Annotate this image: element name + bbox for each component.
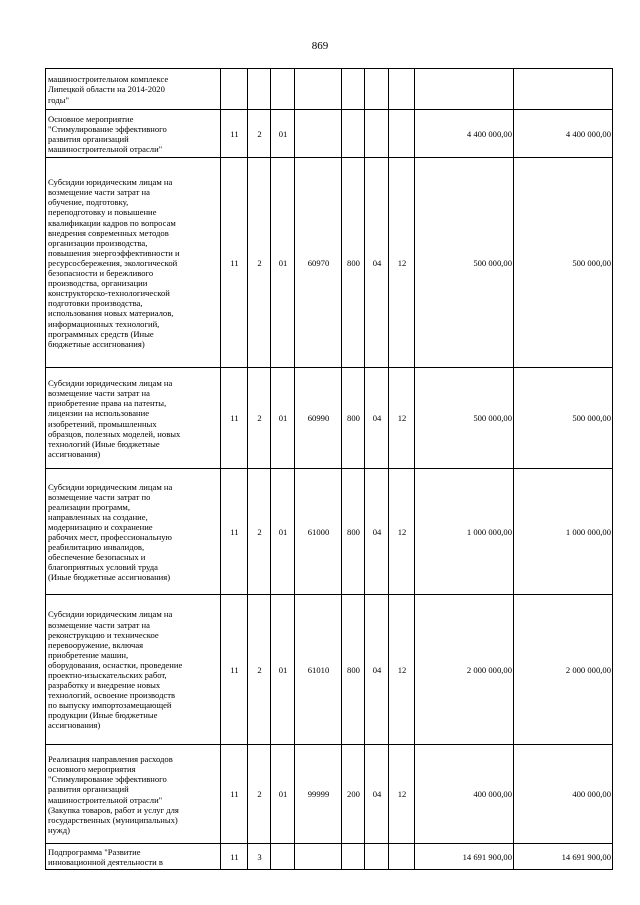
table-row	[46, 110, 613, 158]
cell-c6	[365, 69, 389, 110]
cell-c1: 11	[221, 469, 248, 595]
table-row	[46, 158, 613, 368]
description-line: Субсидии юридическим лицам на	[48, 481, 173, 492]
description-line: технологий, освоение производств	[48, 690, 176, 701]
cell-amount2: 14 691 900,00	[514, 844, 613, 870]
description-line: по выпуску импортозамещающей	[48, 700, 172, 711]
description-line: развития организаций	[48, 784, 129, 795]
description-line: повышения энергоэффективности и	[48, 247, 180, 258]
cell-c5	[342, 844, 365, 870]
cell-amount1: 4 400 000,00	[415, 110, 514, 158]
cell-c2: 3	[248, 844, 271, 870]
description-line: (Закупка товаров, работ и услуг для	[48, 804, 179, 815]
description-line: производства, организации	[48, 278, 148, 289]
cell-c2: 2	[248, 595, 271, 745]
cell-c3: 01	[271, 595, 295, 745]
description-line: приобретение права на патенты,	[48, 398, 167, 409]
description-line: реконструкцию и техническое	[48, 629, 159, 640]
description-line: подготовки производства,	[48, 298, 143, 309]
cell-c4: 60970	[295, 158, 342, 368]
description-line: бюджетные ассигнования)	[48, 338, 145, 349]
cell-c2: 2	[248, 110, 271, 158]
description-line: возмещение части затрат на	[48, 619, 150, 630]
description-line: лицензии на использование	[48, 408, 150, 419]
description-line: ассигнования)	[48, 720, 101, 731]
budget-table	[45, 68, 613, 870]
cell-c7	[389, 110, 415, 158]
table-row	[46, 469, 613, 595]
description-line: технологий (Иные бюджетные	[48, 438, 160, 449]
description-line: организации производства,	[48, 237, 148, 248]
description-line: безопасности и бережливого	[48, 268, 154, 279]
cell-amount2: 1 000 000,00	[514, 469, 613, 595]
description-line: "Стимулирование эффективного	[48, 774, 167, 785]
row-description	[46, 745, 221, 844]
cell-c4: 60990	[295, 368, 342, 469]
description-line: машиностроительной отрасли"	[48, 144, 163, 155]
description-line: развития организаций	[48, 134, 129, 144]
row-description	[46, 368, 221, 469]
cell-c3: 01	[271, 158, 295, 368]
description-line: использования новых материалов,	[48, 308, 174, 319]
description-line: машиностроительной отрасли"	[48, 794, 163, 805]
row-description	[46, 469, 221, 595]
description-line: обучение, подготовку,	[48, 197, 129, 208]
cell-c6: 04	[365, 158, 389, 368]
cell-c7: 12	[389, 745, 415, 844]
cell-amount1: 500 000,00	[415, 368, 514, 469]
cell-c7	[389, 844, 415, 870]
description-line: ассигнования)	[48, 448, 101, 459]
cell-c3: 01	[271, 368, 295, 469]
cell-c4: 61010	[295, 595, 342, 745]
description-line: оборудования, оснастки, проведение	[48, 659, 183, 670]
description-line: "Стимулирование эффективного	[48, 123, 167, 134]
cell-c1: 11	[221, 844, 248, 870]
description-line: рабочих мест, профессиональную	[48, 532, 172, 542]
cell-c1	[221, 69, 248, 110]
row-description	[46, 844, 221, 870]
description-line: переподготовку и повышение	[48, 207, 157, 218]
description-line: продукции (Иные бюджетные	[48, 710, 158, 721]
cell-c5: 800	[342, 595, 365, 745]
cell-c4: 61000	[295, 469, 342, 595]
cell-c6: 04	[365, 745, 389, 844]
cell-c3: 01	[271, 110, 295, 158]
table-row	[46, 844, 613, 870]
description-line: государственных (муниципальных)	[48, 814, 178, 825]
description-line: конструкторско-технологической	[48, 288, 170, 299]
cell-c3	[271, 844, 295, 870]
description-line: ресурсосбережения, экологической	[48, 257, 178, 268]
cell-c5: 800	[342, 469, 365, 595]
cell-amount2	[514, 69, 613, 110]
description-line: Подпрограмма "Развитие	[48, 846, 141, 857]
cell-c2: 2	[248, 745, 271, 844]
description-line: разработку и внедрение новых	[48, 680, 161, 691]
cell-amount2: 500 000,00	[514, 368, 613, 469]
description-line: годы"	[48, 94, 70, 105]
description-line: направленных на создание,	[48, 511, 148, 522]
description-line: внедрения современных методов	[48, 227, 169, 238]
cell-c2: 2	[248, 158, 271, 368]
description-line: Субсидии юридическим лицам на	[48, 378, 173, 389]
cell-c2	[248, 69, 271, 110]
cell-c2: 2	[248, 368, 271, 469]
cell-c6: 04	[365, 595, 389, 745]
cell-c1: 11	[221, 595, 248, 745]
cell-amount2: 2 000 000,00	[514, 595, 613, 745]
cell-amount2: 4 400 000,00	[514, 110, 613, 158]
description-line: Реализация направления расходов	[48, 754, 173, 765]
description-line: реализации программ,	[48, 501, 131, 512]
description-line: квалификации кадров по вопросам	[48, 217, 176, 228]
description-line: модернизацию и сохранение	[48, 521, 153, 532]
description-line: (Иные бюджетные ассигнования)	[48, 572, 171, 583]
cell-c6	[365, 844, 389, 870]
description-line: Субсидии юридическим лицам на	[48, 609, 173, 620]
description-line: благоприятных условий труда	[48, 562, 158, 573]
cell-c1: 11	[221, 110, 248, 158]
cell-amount1: 1 000 000,00	[415, 469, 514, 595]
description-line: проектно-изыскательских работ,	[48, 670, 167, 680]
cell-c4	[295, 69, 342, 110]
cell-c5	[342, 69, 365, 110]
cell-c3: 01	[271, 469, 295, 595]
cell-c1: 11	[221, 158, 248, 368]
table-row	[46, 595, 613, 745]
row-description	[46, 110, 221, 158]
description-line: возмещение части затрат по	[48, 491, 151, 502]
cell-c1: 11	[221, 745, 248, 844]
description-line: обеспечение безопасных и	[48, 552, 146, 563]
description-line: Основное мероприятие	[48, 113, 134, 124]
table-row	[46, 745, 613, 844]
description-line: изобретений, промышленных	[48, 418, 157, 429]
description-line: Липецкой области на 2014-2020	[48, 84, 165, 95]
cell-c7: 12	[389, 595, 415, 745]
row-description	[46, 595, 221, 745]
cell-amount1: 14 691 900,00	[415, 844, 514, 870]
cell-c4	[295, 844, 342, 870]
cell-c2: 2	[248, 469, 271, 595]
cell-amount1	[415, 69, 514, 110]
description-line: реабилитацию инвалидов,	[48, 542, 145, 553]
cell-amount1: 500 000,00	[415, 158, 514, 368]
cell-c4: 99999	[295, 745, 342, 844]
row-description	[46, 69, 221, 110]
description-line: основного мероприятия	[48, 764, 136, 775]
description-line: образцов, полезных моделей, новых	[48, 428, 181, 439]
cell-amount1: 400 000,00	[415, 745, 514, 844]
description-line: информационных технологий,	[48, 318, 160, 329]
description-line: инновационной деятельности в	[48, 857, 163, 867]
description-line: машиностроительном комплексе	[48, 74, 169, 85]
cell-c5	[342, 110, 365, 158]
cell-c5: 200	[342, 745, 365, 844]
cell-c6	[365, 110, 389, 158]
cell-c1: 11	[221, 368, 248, 469]
description-line: возмещение части затрат на	[48, 388, 150, 399]
description-line: перевооружение, включая	[48, 639, 144, 650]
cell-c3: 01	[271, 745, 295, 844]
cell-c4	[295, 110, 342, 158]
table-row	[46, 368, 613, 469]
cell-c7: 12	[389, 368, 415, 469]
page-number: 869	[311, 40, 329, 52]
description-line: Субсидии юридическим лицам на	[48, 177, 173, 188]
cell-c5: 800	[342, 368, 365, 469]
description-line: возмещение части затрат на	[48, 187, 150, 198]
description-line: нужд)	[48, 824, 70, 835]
description-line: приобретение машин,	[48, 649, 129, 660]
row-description	[46, 158, 221, 368]
cell-amount2: 500 000,00	[514, 158, 613, 368]
description-line: программных средств (Иные	[48, 328, 154, 339]
cell-c7: 12	[389, 469, 415, 595]
cell-c7: 12	[389, 158, 415, 368]
cell-c7	[389, 69, 415, 110]
cell-c6: 04	[365, 469, 389, 595]
cell-amount1: 2 000 000,00	[415, 595, 514, 745]
cell-amount2: 400 000,00	[514, 745, 613, 844]
cell-c6: 04	[365, 368, 389, 469]
cell-c3	[271, 69, 295, 110]
table-row	[46, 69, 613, 110]
cell-c5: 800	[342, 158, 365, 368]
